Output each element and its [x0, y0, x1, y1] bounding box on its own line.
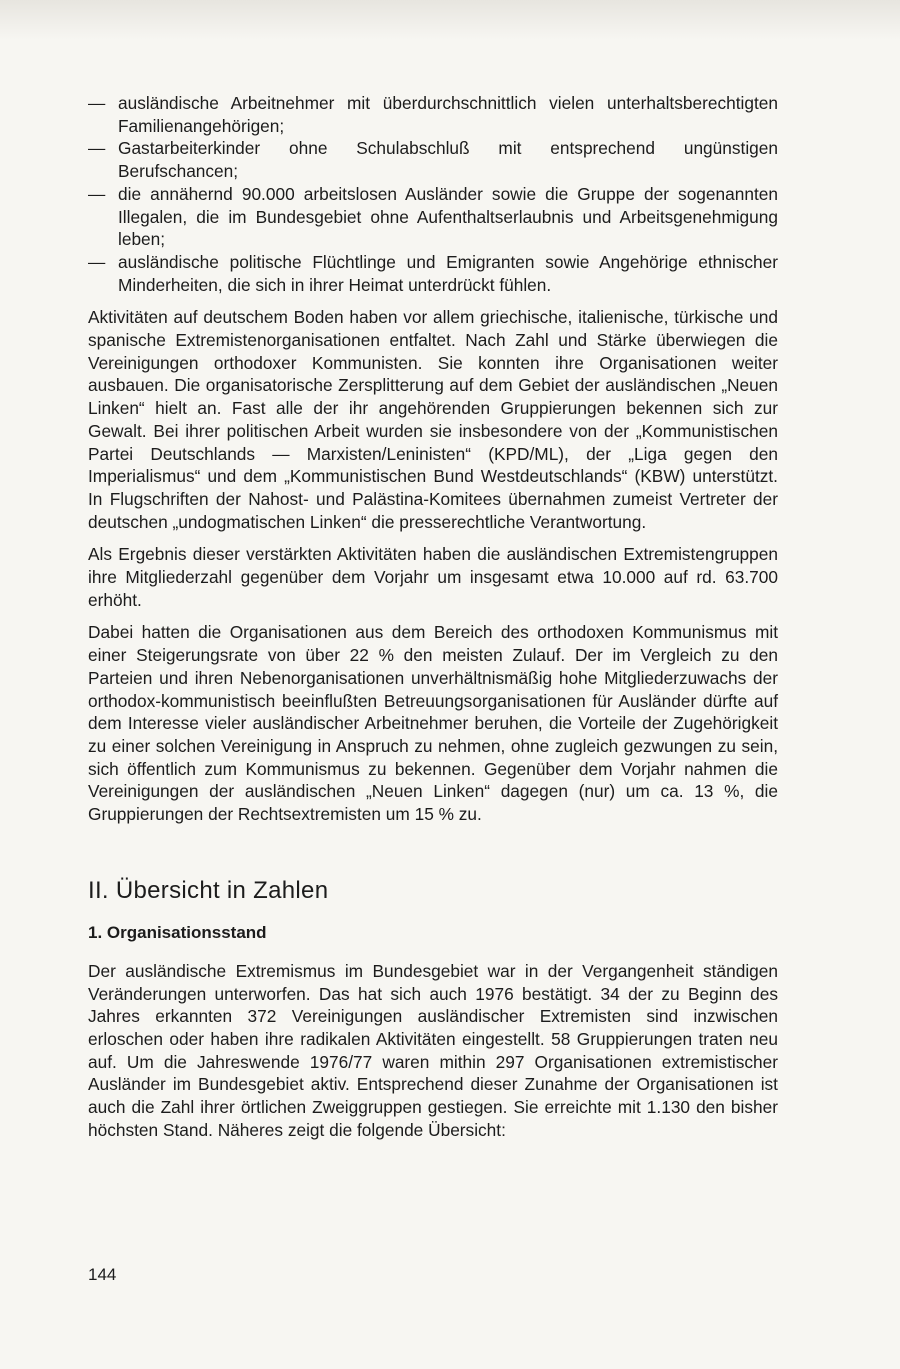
subsection-title: 1. Organisationsstand [88, 922, 267, 942]
paragraph-membership-increase: Als Ergebnis dieser verstärkten Aktivitäten haben die ausländischen Extremistengruppen ihre Mitgliederzahl gegenüber dem Vorjahr um insgesamt etwa 10.000 auf rd. 63.700 erhöht. [88, 544, 778, 610]
list-item-text: ausländische politische Flüchtlinge und Emigranten sowie Angehörige ethnischer Minderheiten, die sich in ihrer Heimat unterdrückt fühlen. [118, 251, 778, 295]
scan-edge-shading [0, 0, 900, 40]
paragraph-activities: Aktivitäten auf deutschem Boden haben vor allem griechische, italienische, türkische und spanische Extremistenorganisationen entfaltet. Nach Zahl und Stärke überwiegen die Vereinigungen orthodoxer Kommunisten. Sie konnten ihre Organisationen weiter ausbauen. Die organisatorische Zersplitterung auf dem Gebiet der ausländischen „Neuen Linken“ hielt an. Fast alle der ihr angehörenden Gruppierungen bekennen sich zur Gewalt. Bei ihrer politischen Arbeit wurden sie insbesondere von der „Kommunistischen Partei Deutschlands — Marxisten/Leninisten“ (KPD/ML), der „Liga gegen den Imperialismus“ und dem „Kommunistischen Bund Westdeutschlands“ (KBW) unterstützt. In Flugschriften der Nahost- und Palästina-Komitees übernahmen zumeist Vertreter der deutschen „undogmatischen Linken“ die presserechtliche Verantwortung. [88, 307, 778, 532]
list-item-text: ausländische Arbeitnehmer mit überdurchschnittlich vielen unterhaltsberechtigten Familienangehörigen; [118, 93, 778, 136]
paragraph-growth-rates: Dabei hatten die Organisationen aus dem Bereich des orthodoxen Kommunismus mit einer Steigerungsrate von über 22 % den meisten Zulauf. Der im Vergleich zu den Parteien und ihren Nebenorganisationen unverhältnismäßig hohe Mitgliederzuwachs der orthodox-kommunistisch beeinflußten Betreuungsorganisationen für Ausländer dürfte auf dem Interesse vieler ausländischer Arbeitnehmer beruhen, die Vorteile der Zugehörigkeit zu einer solchen Vereinigung in Anspruch zu nehmen, ohne zugleich gezwungen zu sein, sich öffentlich zum Kommunismus zu bekennen. Gegenüber dem Vorjahr nahmen die Vereinigungen der ausländischen „Neuen Linken“ dagegen (nur) um ca. 13 %, die Gruppierungen der Rechtsextremisten um 15 % zu. [88, 622, 778, 825]
section-title: II. Übersicht in Zahlen [88, 876, 329, 904]
page-body [88, 92, 778, 1141]
list-item-text: die annähernd 90.000 arbeitslosen Ausländer sowie die Gruppe der sogenannten Illegalen, die im Bundesgebiet ohne Aufenthaltserlaubnis und Arbeitsgenehmigung leben; [118, 183, 778, 250]
dash-marker: — [88, 183, 106, 204]
list-item [88, 251, 778, 296]
list-item-text: Gastarbeiterkinder ohne Schulabschluß mit entsprechend ungünstigen Berufschancen; [118, 138, 778, 182]
list-item [88, 92, 778, 137]
list-item [88, 137, 778, 182]
list-item [88, 183, 778, 251]
dash-marker: — [88, 93, 106, 113]
page-number: 144 [88, 1265, 117, 1284]
paragraph-organisation-status: Der ausländische Extremismus im Bundesgebiet war in der Vergangenheit ständigen Veränderungen unterworfen. Das hat sich auch 1976 bestätigt. 34 der zu Beginn des Jahres erkannten 372 Vereinigungen ausländischer Extremisten sind inzwischen erloschen oder haben ihre radikalen Aktivitäten eingestellt. 58 Gruppierungen traten neu auf. Um die Jahreswende 1976/77 waren mithin 297 Organisationen extremistischer Ausländer im Bundesgebiet aktiv. Entsprechend dieser Zunahme der Organisationen ist auch die Zahl ihrer örtlichen Zweiggruppen gestiegen. Sie erreichte mit 1.130 den bisher höchsten Stand. Näheres zeigt die folgende Übersicht: [88, 960, 778, 1140]
dash-marker: — [88, 251, 106, 272]
dash-list [88, 92, 778, 296]
dash-marker: — [88, 138, 106, 159]
